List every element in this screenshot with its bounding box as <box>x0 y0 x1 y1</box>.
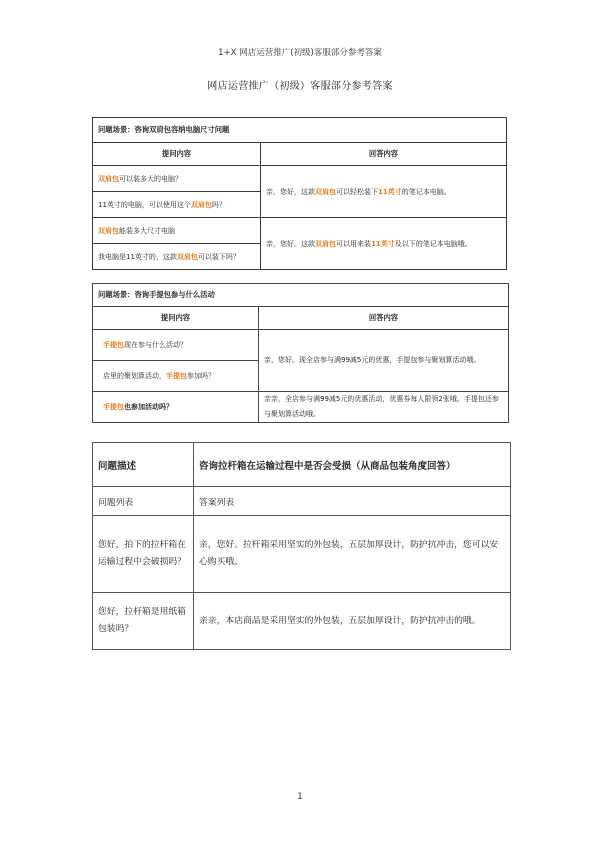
table2-question-2: 店里的聚划算活动，手提包参加吗？ <box>93 361 259 392</box>
backpack-qa-table <box>92 117 507 270</box>
table1-answer-2: 亲，您好。这款双肩包可以用来装11英寸及以下的笔记本电脑哦。 <box>261 218 507 270</box>
table1-question-3: 双肩包能装多大尺寸电脑 <box>93 218 261 244</box>
table1-scene: 问题场景：咨询双肩包容纳电脑尺寸问题 <box>93 118 507 143</box>
table3-answer-2: 亲亲，本店商品是采用坚实的外包装，五层加厚设计，防护抗冲击的哦。 <box>194 593 511 650</box>
suitcase-qa-table <box>92 442 511 650</box>
page-number: 1 <box>297 792 303 802</box>
table1-question-2: 11英寸的电脑，可以使用这个双肩包吗？ <box>93 192 261 218</box>
table3-label: 问题描述 <box>93 443 194 487</box>
table3-question-1: 您好，拍下的拉杆箱在运输过程中会破损吗？ <box>93 516 194 593</box>
table2-answer-1: 亲，您好。现全店参与满99减5元的优惠，手提包参与聚划算活动哦。 <box>259 330 509 392</box>
table2-col-question: 提问内容 <box>93 307 259 330</box>
table2-question-1: 手提包现在参与什么活动？ <box>93 330 259 361</box>
table2-scene: 问题场景：咨询手提包参与什么活动 <box>93 284 509 307</box>
table3-col-question: 问题列表 <box>93 487 194 516</box>
table1-question-4: 我电脑是11英寸的，这款双肩包可以装下吗？ <box>93 244 261 270</box>
handbag-qa-table <box>92 283 509 423</box>
table2-question-3: 手提包也参加活动吗？ <box>93 392 259 423</box>
table3-col-answer: 答案列表 <box>194 487 511 516</box>
table1-question-1: 双肩包可以装多大的电脑？ <box>93 166 261 192</box>
table2-col-answer: 回答内容 <box>259 307 509 330</box>
document-title: 网店运营推广（初级）客服部分参考答案 <box>207 81 393 92</box>
table1-col-question: 提问内容 <box>93 143 261 166</box>
table3-question-2: 您好，拉杆箱是用纸箱包装吗？ <box>93 593 194 650</box>
table1-col-answer: 回答内容 <box>261 143 507 166</box>
table2-answer-2: 亲亲，全店参与满99减5元的优惠活动，优惠券每人限领2张哦。手提包还参与聚划算活动哦。 <box>259 392 509 423</box>
table1-answer-1: 亲，您好，这款双肩包可以轻松装下11英寸的笔记本电脑。 <box>261 166 507 218</box>
page-header: 1+X 网店运营推广(初级)客服部分参考答案 <box>218 48 382 58</box>
table3-answer-1: 亲，您好。拉杆箱采用坚实的外包装，五层加厚设计，防护抗冲击，您可以安心购买哦。 <box>194 516 511 593</box>
table3-description: 咨询拉杆箱在运输过程中是否会受损（从商品包装角度回答） <box>194 443 511 487</box>
